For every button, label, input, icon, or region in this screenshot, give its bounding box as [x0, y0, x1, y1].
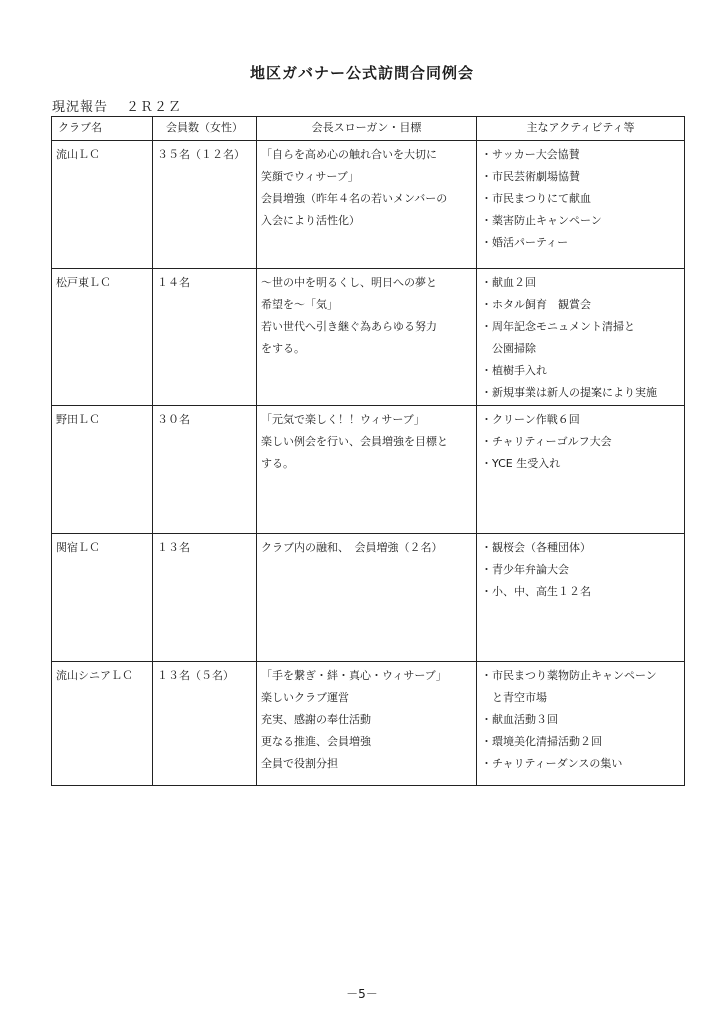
- activity-item: ・クリーン作戦６回: [481, 413, 580, 426]
- table-header-row: [52, 117, 685, 141]
- activity-item: ・YCE 生受入れ: [481, 457, 561, 470]
- activity-item: ・チャリティーゴルフ大会: [481, 435, 612, 448]
- activity-item: ・チャリティーダンスの集い: [481, 757, 623, 770]
- page-title: 地区ガバナー公式訪問合同例会: [249, 64, 474, 82]
- club-name: 流山シニアＬＣ: [52, 662, 153, 786]
- club-name: 松戸東ＬＣ: [52, 269, 153, 406]
- slogan-line: 更なる推進、会員増強: [261, 735, 371, 748]
- activities-cell: [477, 406, 685, 534]
- activities-cell: [477, 141, 685, 269]
- slogan-line: をする。: [261, 342, 305, 355]
- activity-item: ・観桜会（各種団体）: [481, 541, 591, 554]
- slogan-cell: [257, 534, 477, 662]
- slogan-line: 「自らを高め心の触れ合いを大切に: [261, 148, 437, 161]
- member-count: ３５名（１２名）: [153, 141, 257, 269]
- slogan-line: クラブ内の融和、 会員増強（２名）: [261, 541, 443, 554]
- report-code: ２Ｒ２Ｚ: [126, 100, 183, 115]
- slogan-cell: [257, 269, 477, 406]
- table-row: [52, 269, 685, 406]
- activity-item: ・小、中、高生１２名: [481, 585, 591, 598]
- slogan-line: 楽しい例会を行い、会員増強を目標と: [261, 435, 448, 448]
- activity-item: ・献血活動３回: [481, 713, 558, 726]
- slogan-cell: [257, 662, 477, 786]
- table-row: [52, 406, 685, 534]
- activity-item: ・ホタル飼育 観賞会: [481, 298, 591, 311]
- slogan-line: 楽しいクラブ運営: [261, 691, 349, 704]
- club-name: 流山ＬＣ: [52, 141, 153, 269]
- slogan-line: 希望を～「気」: [261, 298, 338, 311]
- header-slogan: 会長スローガン・目標: [257, 117, 477, 141]
- activities-cell: [477, 534, 685, 662]
- activity-item: ・薬害防止キャンペーン: [481, 214, 602, 227]
- activities-cell: [477, 662, 685, 786]
- activity-item: ・婚活パーティー: [481, 236, 569, 249]
- slogan-line: 会員増強（昨年４名の若いメンバーの: [261, 192, 448, 205]
- member-count: １３名（５名）: [153, 662, 257, 786]
- activity-item: ・献血２回: [481, 276, 536, 289]
- activity-item: ・周年記念モニュメント清掃と: [481, 320, 635, 333]
- slogan-line: 笑顔でウィサーブ」: [261, 170, 359, 183]
- activity-item: ・市民まつり薬物防止キャンペーン: [481, 669, 657, 682]
- slogan-cell: [257, 141, 477, 269]
- report-subtitle: [52, 96, 182, 115]
- activity-item: ・環境美化清掃活動２回: [481, 735, 602, 748]
- activity-item: ・植樹手入れ: [481, 364, 547, 377]
- activities-cell: [477, 269, 685, 406]
- slogan-line: 全員で役割分担: [261, 757, 338, 770]
- club-name: 野田ＬＣ: [52, 406, 153, 534]
- activity-item: ・新規事業は新人の提案により実施: [481, 386, 657, 399]
- activity-item: 公園掃除: [481, 342, 536, 355]
- report-label: 現況報告: [52, 100, 109, 115]
- table-row: [52, 662, 685, 786]
- header-members: 会員数（女性）: [153, 117, 257, 141]
- member-count: １３名: [153, 534, 257, 662]
- slogan-line: 「元気で楽しく！！ウィサーブ」: [261, 413, 425, 426]
- page-number: －5－: [346, 987, 378, 1001]
- header-activities: 主なアクティビティ等: [477, 117, 685, 141]
- slogan-line: ～世の中を明るくし、明日への夢と: [261, 276, 437, 289]
- member-count: ３０名: [153, 406, 257, 534]
- activity-item: ・サッカー大会協賛: [481, 148, 580, 161]
- header-club: クラブ名: [52, 117, 153, 141]
- slogan-line: 若い世代へ引き継ぐ為あらゆる努力: [261, 320, 437, 333]
- slogan-line: する。: [261, 457, 294, 470]
- club-name: 関宿ＬＣ: [52, 534, 153, 662]
- activity-item: ・市民まつりにて献血: [481, 192, 591, 205]
- slogan-line: 入会により活性化）: [261, 214, 360, 227]
- slogan-line: 「手を繋ぎ・絆・真心・ウィサーブ」: [261, 669, 447, 682]
- activity-item: ・市民芸術劇場協賛: [481, 170, 580, 183]
- slogan-line: 充実、感謝の奉仕活動: [261, 713, 371, 726]
- slogan-cell: [257, 406, 477, 534]
- activity-item: ・青少年弁論大会: [481, 563, 569, 576]
- table-row: [52, 141, 685, 269]
- club-report-table: [51, 116, 685, 786]
- activity-item: と青空市場: [481, 691, 547, 704]
- table-row: [52, 534, 685, 662]
- member-count: １４名: [153, 269, 257, 406]
